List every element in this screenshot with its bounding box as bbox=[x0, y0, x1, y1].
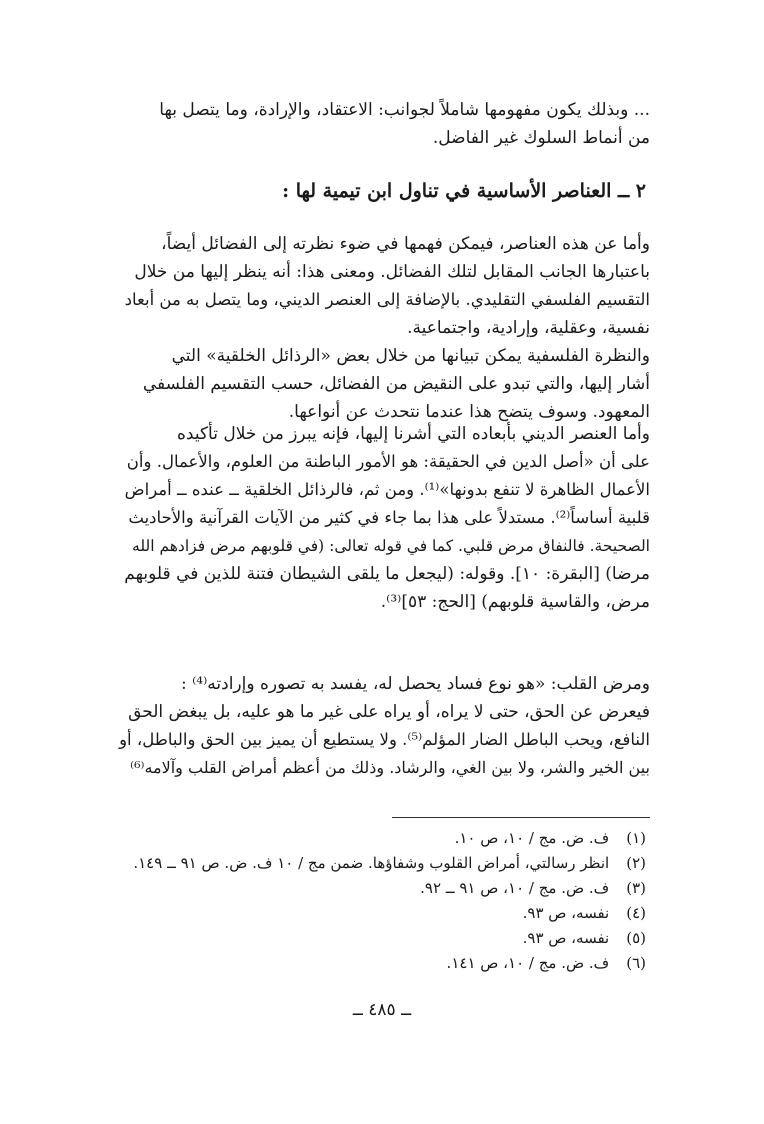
text-line: فيعرض عن الحق، حتى لا يراه، أو يراه على غير ما هو عليه، بل يبغض الحق bbox=[128, 702, 650, 722]
text-line: وأما عن هذه العناصر، فيمكن فهمها في ضوء نظرته إلى الفضائل أيضاً، bbox=[161, 234, 650, 254]
footnote bbox=[106, 901, 646, 925]
paragraph-3 bbox=[118, 420, 650, 616]
text-line: وأما العنصر الديني بأبعاده التي أشرنا إليها، فإنه يبرز من خلال تأكيده bbox=[177, 424, 650, 444]
footnote-text: ف. ض. مج / ١٠، ص ١٤١. bbox=[446, 954, 610, 972]
text-line: ... وبذلك يكون مفهومها شاملاً لجوانب: الاعتقاد، والإرادة، وما يتصل بها bbox=[159, 100, 650, 120]
paragraph-1 bbox=[118, 230, 650, 342]
text-line: ومرض القلب: «هو نوع فساد يحصل له، يفسد به تصوره وإرادته⁽⁴⁾ : bbox=[180, 674, 650, 694]
text-line: مرضا) [البقرة: ١٠]. وقوله: (ليجعل ما يلقى الشيطان فتنة للذين في قلوبهم bbox=[124, 564, 650, 584]
section-heading: ٢ ــ العناصر الأساسية في تناول ابن تيمية لها : bbox=[282, 180, 646, 202]
footnote bbox=[106, 851, 646, 875]
footnote-number: (٣) bbox=[626, 879, 646, 897]
footnote bbox=[106, 826, 646, 850]
footnote-number: (٤) bbox=[626, 904, 646, 922]
text-line: على أن «أصل الدين في الحقيقة: هو الأمور الباطنة من العلوم، والأعمال. وأن bbox=[126, 452, 650, 471]
intro-paragraph bbox=[118, 96, 650, 152]
paragraph-4 bbox=[118, 670, 650, 782]
page-number: ــ ٤٨٥ ــ bbox=[352, 1000, 412, 1020]
footnote-text: نفسه، ص ٩٣. bbox=[522, 904, 610, 922]
footnote-text: نفسه، ص ٩٣. bbox=[522, 929, 610, 947]
footnote-number: (١) bbox=[626, 829, 646, 847]
text-line: والنظرة الفلسفية يمكن تبيانها من خلال بعض «الرذائل الخلقية» التي bbox=[171, 346, 650, 366]
footnote bbox=[106, 951, 646, 975]
paragraph-2 bbox=[118, 342, 650, 426]
text-line: التقسيم الفلسفي التقليدي. بالإضافة إلى العنصر الديني، وما يتصل به من أبعاد bbox=[124, 290, 650, 309]
footnote-text: ف. ض. مج / ١٠، ص ١٠. bbox=[454, 829, 610, 847]
footnote-divider bbox=[392, 817, 650, 818]
footnote-number: (٥) bbox=[626, 929, 646, 947]
text-line: قلبية أساساً⁽²⁾. مستدلاً على هذا بما جاء في كثير من الآيات القرآنية والأحاديث bbox=[128, 508, 650, 527]
footnote bbox=[106, 876, 646, 900]
text-line: من أنماط السلوك غير الفاضل. bbox=[432, 128, 650, 148]
footnote-text: انظر رسالتي، أمراض القلوب وشفاؤها. ضمن مج / ١٠ ف. ض. ص ٩١ ــ ١٤٩. bbox=[133, 854, 610, 872]
text-line: الصحيحة. فالنفاق مرض قلبي. كما في قوله تعالى: (في قلوبهم مرض فزادهم الله bbox=[132, 537, 650, 555]
footnote-text: ف. ض. مج / ١٠، ص ٩١ ــ ٩٢. bbox=[420, 879, 610, 897]
footnote-number: (٢) bbox=[626, 854, 646, 872]
footnote-number: (٦) bbox=[626, 954, 646, 972]
text-line: باعتبارها الجانب المقابل لتلك الفضائل. ومعنى هذا: أنه ينظر إليها من خلال bbox=[134, 262, 650, 282]
footnote bbox=[106, 926, 646, 950]
text-line: نفسية، وعقلية، وإرادية، واجتماعية. bbox=[407, 318, 650, 338]
text-line: المعهود. وسوف يتضح هذا عندما نتحدث عن أنواعها. bbox=[288, 402, 650, 422]
text-line: النافع، ويحب الباطل الضار المؤلم⁽⁵⁾. ولا يستطيع أن يميز بين الحق والباطل، أو bbox=[119, 730, 650, 749]
text-line: أشار إليها، والتي تبدو على النقيض من الفضائل، حسب التقسيم الفلسفي bbox=[142, 374, 650, 394]
text-line: الأعمال الظاهرة لا تنفع بدونها»⁽¹⁾. ومن ثم، فالرذائل الخلقية ــ عنده ــ أمراض bbox=[124, 480, 650, 499]
text-line: بين الخير والشر، ولا بين الغي، والرشاد. وذلك من أعظم أمراض القلب وآلامه⁽⁶⁾ bbox=[130, 758, 650, 777]
text-line: مرض، والقاسية قلوبهم) [الحج: ٥٣]⁽³⁾. bbox=[380, 592, 650, 612]
